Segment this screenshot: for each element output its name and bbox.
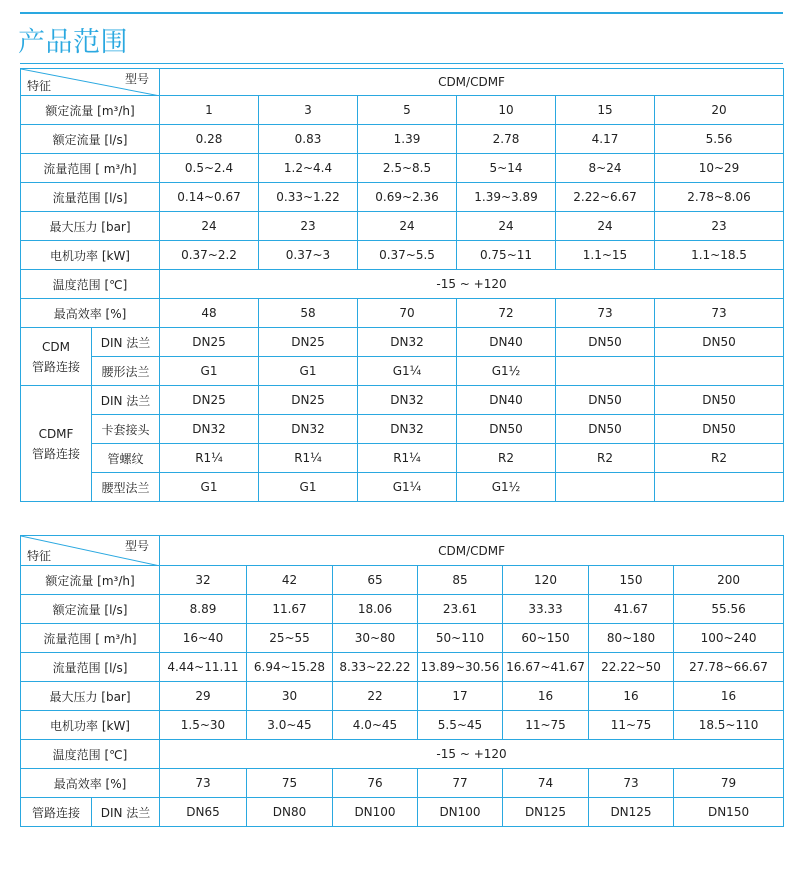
value-cell: 200 [674, 566, 784, 595]
group-label [21, 386, 92, 502]
value-cell: 17 [418, 682, 503, 711]
value-cell: R1¼ [358, 444, 457, 473]
value-cell: 73 [160, 769, 247, 798]
value-cell: 23.61 [418, 595, 503, 624]
value-cell: 15 [556, 96, 655, 125]
value-cell: G1 [160, 473, 259, 502]
value-cell: 0.83 [259, 125, 358, 154]
value-cell: 58 [259, 299, 358, 328]
page-title: 产品范围 [18, 27, 128, 58]
row-label: 额定流量 [l/s] [21, 595, 160, 624]
value-cell: DN50 [655, 386, 784, 415]
value-cell: 55.56 [674, 595, 784, 624]
row-label: 流量范围 [l/s] [21, 653, 160, 682]
value-cell: 42 [247, 566, 333, 595]
value-cell: 4.44~11.11 [160, 653, 247, 682]
table-row [21, 682, 784, 711]
value-cell: 50~110 [418, 624, 503, 653]
value-cell: 73 [589, 769, 674, 798]
value-cell [556, 357, 655, 386]
value-cell: 8~24 [556, 154, 655, 183]
value-cell: 16.67~41.67 [503, 653, 589, 682]
value-cell: 10 [457, 96, 556, 125]
table-row [21, 473, 784, 502]
value-cell: 11~75 [503, 711, 589, 740]
sub-label: 卡套接头 [92, 415, 160, 444]
value-cell: 76 [333, 769, 418, 798]
row-label: 最大压力 [bar] [21, 682, 160, 711]
value-cell: DN32 [358, 415, 457, 444]
value-cell [655, 473, 784, 502]
value-cell: 23 [655, 212, 784, 241]
table-row [21, 444, 784, 473]
value-cell: 5~14 [457, 154, 556, 183]
row-label: 流量范围 [ m³/h] [21, 624, 160, 653]
value-cell: R1¼ [160, 444, 259, 473]
value-cell: 1.2~4.4 [259, 154, 358, 183]
value-cell: 1 [160, 96, 259, 125]
table-row [21, 299, 784, 328]
value-cell: 24 [457, 212, 556, 241]
table-row [21, 769, 784, 798]
value-cell: 32 [160, 566, 247, 595]
table-row [21, 183, 784, 212]
value-cell: G1 [259, 473, 358, 502]
value-cell: 48 [160, 299, 259, 328]
value-cell: DN50 [556, 386, 655, 415]
value-cell: 79 [674, 769, 784, 798]
header-row [21, 536, 784, 566]
value-cell: R2 [655, 444, 784, 473]
value-cell: DN32 [358, 328, 457, 357]
value-cell: 10~29 [655, 154, 784, 183]
table-row [21, 357, 784, 386]
value-cell: 30~80 [333, 624, 418, 653]
value-cell: 2.22~6.67 [556, 183, 655, 212]
value-cell: DN50 [457, 415, 556, 444]
value-cell: 24 [556, 212, 655, 241]
value-cell: 5 [358, 96, 457, 125]
value-cell: 24 [160, 212, 259, 241]
value-cell: DN50 [655, 415, 784, 444]
row-label: 额定流量 [l/s] [21, 125, 160, 154]
value-cell: DN50 [556, 328, 655, 357]
value-cell [655, 357, 784, 386]
row-label: 电机功率 [kW] [21, 711, 160, 740]
table-row [21, 328, 784, 357]
value-cell: 0.37~5.5 [358, 241, 457, 270]
value-cell: R1¼ [259, 444, 358, 473]
value-cell: 77 [418, 769, 503, 798]
value-cell: 1.39~3.89 [457, 183, 556, 212]
value-cell: 13.89~30.56 [418, 653, 503, 682]
value-cell: DN80 [247, 798, 333, 827]
value-cell: DN32 [358, 386, 457, 415]
value-cell: 41.67 [589, 595, 674, 624]
value-cell: 0.37~3 [259, 241, 358, 270]
value-cell: 150 [589, 566, 674, 595]
value-cell: 2.78~8.06 [655, 183, 784, 212]
value-cell: 4.17 [556, 125, 655, 154]
value-cell: G1¼ [358, 473, 457, 502]
sub-label: DIN 法兰 [92, 328, 160, 357]
table-row [21, 125, 784, 154]
value-cell: G1¼ [358, 357, 457, 386]
value-cell: 1.1~18.5 [655, 241, 784, 270]
group-label [21, 328, 92, 386]
title-divider [20, 63, 783, 64]
value-cell: DN40 [457, 386, 556, 415]
value-cell: 24 [358, 212, 457, 241]
value-cell: 33.33 [503, 595, 589, 624]
value-cell: 16 [589, 682, 674, 711]
value-cell: 0.75~11 [457, 241, 556, 270]
series-header: CDM/CDMF [160, 536, 784, 566]
feature-header: 特征 [27, 549, 52, 563]
value-cell: 73 [655, 299, 784, 328]
value-cell: DN100 [333, 798, 418, 827]
table-row [21, 566, 784, 595]
header-row [21, 69, 784, 96]
row-label: 额定流量 [m³/h] [21, 96, 160, 125]
value-cell: 72 [457, 299, 556, 328]
row-label: 流量范围 [l/s] [21, 183, 160, 212]
value-cell: 11~75 [589, 711, 674, 740]
value-cell: 2.78 [457, 125, 556, 154]
row-label: 流量范围 [ m³/h] [21, 154, 160, 183]
value-cell: 3 [259, 96, 358, 125]
value-cell: 23 [259, 212, 358, 241]
value-cell: 100~240 [674, 624, 784, 653]
value-cell: R2 [556, 444, 655, 473]
value-cell: 20 [655, 96, 784, 125]
value-cell: 0.69~2.36 [358, 183, 457, 212]
table-row [21, 653, 784, 682]
series-header: CDM/CDMF [160, 69, 784, 96]
value-cell: 30 [247, 682, 333, 711]
value-cell: 29 [160, 682, 247, 711]
value-cell: 80~180 [589, 624, 674, 653]
value-cell: DN125 [503, 798, 589, 827]
table-row [21, 595, 784, 624]
value-cell: DN25 [259, 386, 358, 415]
value-cell: DN50 [556, 415, 655, 444]
feature-header: 特征 [27, 79, 52, 93]
group-label-line2: 管路连接 [31, 359, 80, 374]
group-label: 管路连接 [21, 798, 92, 827]
value-cell: 18.5~110 [674, 711, 784, 740]
value-cell: 0.14~0.67 [160, 183, 259, 212]
diagonal-header-cell [21, 69, 160, 96]
value-cell: DN25 [160, 328, 259, 357]
row-label: 温度范围 [℃] [21, 740, 160, 769]
value-cell: DN65 [160, 798, 247, 827]
table-row [21, 740, 784, 769]
value-cell: DN40 [457, 328, 556, 357]
row-label: 电机功率 [kW] [21, 241, 160, 270]
value-cell: 75 [247, 769, 333, 798]
table-row [21, 798, 784, 827]
value-cell: 1.39 [358, 125, 457, 154]
value-cell: 0.33~1.22 [259, 183, 358, 212]
group-label-line1: CDM [42, 339, 70, 354]
table-row [21, 386, 784, 415]
value-cell: 1.5~30 [160, 711, 247, 740]
value-cell: 70 [358, 299, 457, 328]
value-cell: DN25 [160, 386, 259, 415]
table-row [21, 96, 784, 125]
value-cell: 1.1~15 [556, 241, 655, 270]
row-label: 最高效率 [%] [21, 769, 160, 798]
value-cell: 65 [333, 566, 418, 595]
value-cell: 0.5~2.4 [160, 154, 259, 183]
value-cell: 120 [503, 566, 589, 595]
table-row [21, 415, 784, 444]
value-cell: DN100 [418, 798, 503, 827]
value-cell: 5.56 [655, 125, 784, 154]
value-cell: 6.94~15.28 [247, 653, 333, 682]
row-label: 温度范围 [℃] [21, 270, 160, 299]
table-row [21, 212, 784, 241]
row-label: 额定流量 [m³/h] [21, 566, 160, 595]
value-cell: G1½ [457, 357, 556, 386]
table-row [21, 241, 784, 270]
group-label-line2: 管路连接 [31, 446, 80, 461]
spec-table-2 [20, 535, 784, 827]
value-cell: DN50 [655, 328, 784, 357]
value-cell: DN32 [160, 415, 259, 444]
value-cell: 16~40 [160, 624, 247, 653]
table-row [21, 624, 784, 653]
value-cell: -15 ~ +120 [160, 270, 784, 299]
value-cell: 85 [418, 566, 503, 595]
value-cell: DN150 [674, 798, 784, 827]
value-cell: R2 [457, 444, 556, 473]
value-cell: 27.78~66.67 [674, 653, 784, 682]
value-cell: 60~150 [503, 624, 589, 653]
value-cell: G1 [259, 357, 358, 386]
value-cell: DN25 [259, 328, 358, 357]
value-cell: 73 [556, 299, 655, 328]
sub-label: 腰型法兰 [92, 473, 160, 502]
value-cell: G1 [160, 357, 259, 386]
value-cell: DN125 [589, 798, 674, 827]
value-cell [556, 473, 655, 502]
sub-label: 腰形法兰 [92, 357, 160, 386]
table-row [21, 270, 784, 299]
table-row [21, 711, 784, 740]
value-cell: 8.33~22.22 [333, 653, 418, 682]
value-cell: 8.89 [160, 595, 247, 624]
model-header: 型号 [124, 72, 149, 86]
diagonal-header-cell [21, 536, 160, 566]
value-cell: 3.0~45 [247, 711, 333, 740]
value-cell: 25~55 [247, 624, 333, 653]
value-cell: 74 [503, 769, 589, 798]
value-cell: 0.37~2.2 [160, 241, 259, 270]
value-cell: 16 [503, 682, 589, 711]
value-cell: 4.0~45 [333, 711, 418, 740]
value-cell: -15 ~ +120 [160, 740, 784, 769]
sub-label: DIN 法兰 [92, 386, 160, 415]
row-label: 最高效率 [%] [21, 299, 160, 328]
sub-label: 管螺纹 [92, 444, 160, 473]
value-cell: 5.5~45 [418, 711, 503, 740]
value-cell: 18.06 [333, 595, 418, 624]
value-cell: 16 [674, 682, 784, 711]
sub-label: DIN 法兰 [92, 798, 160, 827]
value-cell: 22.22~50 [589, 653, 674, 682]
value-cell: G1½ [457, 473, 556, 502]
table-row [21, 154, 784, 183]
value-cell: DN32 [259, 415, 358, 444]
value-cell: 0.28 [160, 125, 259, 154]
group-label-line1: CDMF [38, 426, 74, 441]
value-cell: 2.5~8.5 [358, 154, 457, 183]
value-cell: 22 [333, 682, 418, 711]
model-header: 型号 [124, 539, 149, 553]
value-cell: 11.67 [247, 595, 333, 624]
spec-table-1 [20, 68, 784, 502]
top-accent-line [20, 12, 783, 14]
row-label: 最大压力 [bar] [21, 212, 160, 241]
